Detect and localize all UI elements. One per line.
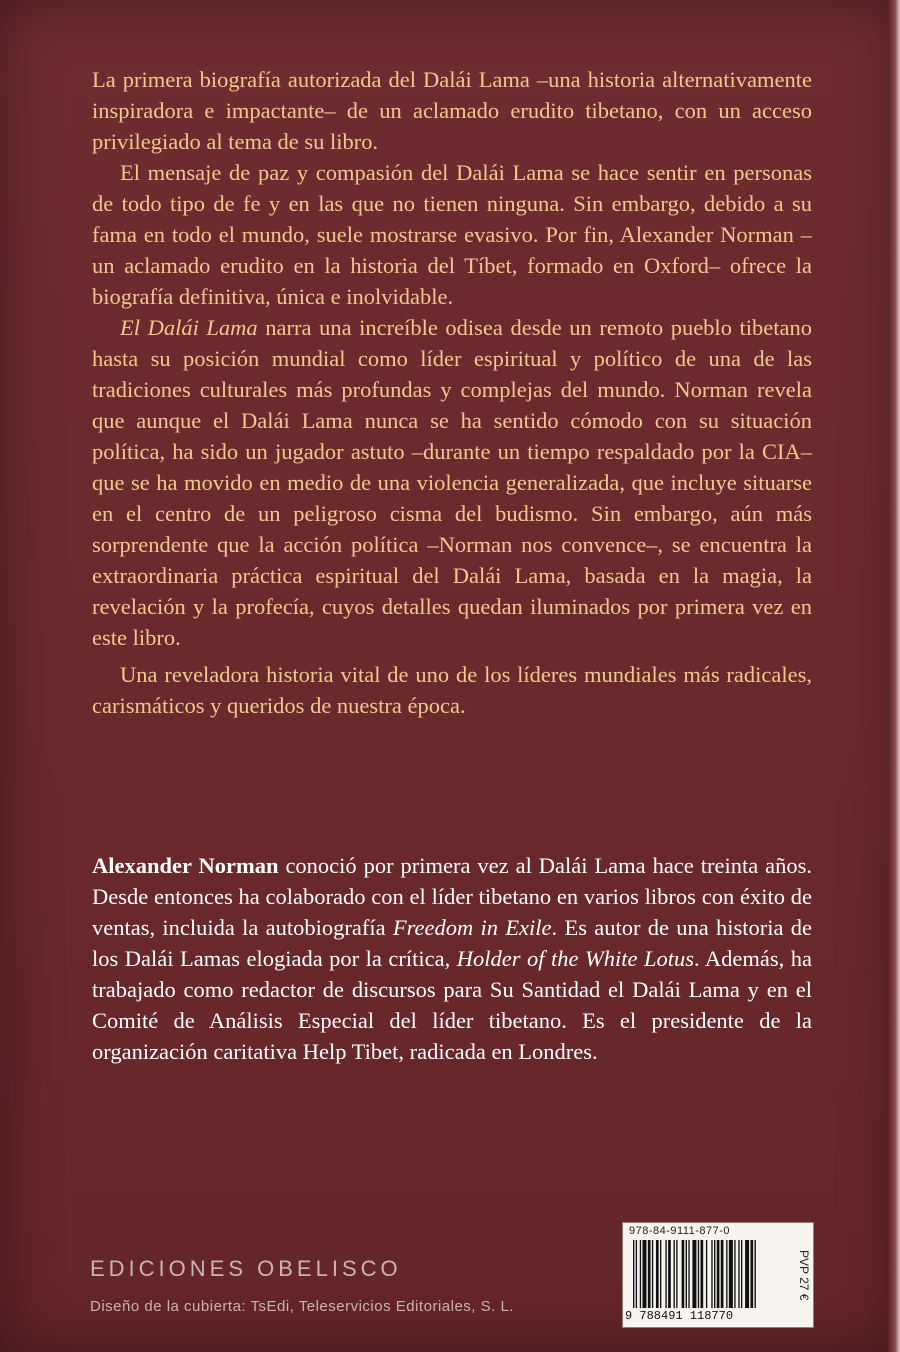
barcode-bar (656, 1240, 659, 1308)
barcode-bar (633, 1240, 634, 1308)
author-name: Alexander Norman (92, 853, 279, 878)
synopsis (92, 64, 812, 721)
barcode-bars (633, 1240, 789, 1308)
barcode-bar (745, 1240, 749, 1308)
barcode-bar (701, 1240, 704, 1308)
barcode-bar (706, 1240, 707, 1308)
barcode-bar (714, 1240, 715, 1308)
barcode-bar (674, 1240, 675, 1308)
book-freedom-in-exile: Freedom in Exile (392, 915, 552, 940)
barcode-digits: 9 788491 118770 (625, 1309, 734, 1323)
cover-design-credits: Diseño de la cubierta: TsEdi, Teleservicios Editoriales, S. L. (90, 1298, 514, 1315)
barcode-bar (686, 1240, 687, 1308)
barcode-bar (698, 1240, 699, 1308)
price-label: PVP 27 € (797, 1249, 811, 1301)
barcode-bar (676, 1240, 677, 1308)
barcode-bar (692, 1240, 696, 1308)
barcode-bar (648, 1240, 651, 1308)
barcode-bar (741, 1240, 742, 1308)
barcode-bar (729, 1240, 733, 1308)
barcode-bar (636, 1240, 637, 1308)
synopsis-paragraph-3 (92, 312, 812, 653)
synopsis-paragraph-4: Una reveladora historia vital de uno de los líderes mundiales más radicales, carismáticos y queridos de nuestra época. (92, 662, 812, 718)
book-holder-of-the-white-lotus: Holder of the White Lotus (456, 946, 695, 971)
isbn-text: 978-84-9111-877-0 (629, 1225, 731, 1237)
author-bio-paragraph (92, 850, 812, 1067)
barcode-bar (688, 1240, 689, 1308)
barcode-bar (711, 1240, 712, 1308)
barcode-bar (726, 1240, 727, 1308)
barcode-bar (640, 1240, 641, 1308)
book-title-italic: El Dalái Lama (120, 315, 258, 340)
author-bio (92, 850, 812, 1067)
barcode-bar (734, 1240, 735, 1308)
synopsis-paragraph-3-text: narra una increíble odisea desde un remoto pueblo tibetano hasta su posición mundial como líder espiritual y político de una de las tradiciones culturales más profundas y complejas del mundo. Norman revela que aunque el Dalái Lama nunca se ha sentido cómodo con su situación política, ha sido un jugador astuto –durante un tiempo respaldado por la CIA– que se ha movido en medio de una violencia generalizada, que incluye situarse en el centro de un peligroso cisma del budismo. Sin embargo, aún más sorprendente que la acción política –Norman nos convence–, se encuentra la extraordinaria práctica espiritual del Dalái Lama, basada en la magia, la revelación y la profecía, cuyos detalles quedan iluminados por primera vez en este libro. (92, 315, 812, 650)
barcode-bar (750, 1240, 753, 1308)
barcode-label (622, 1222, 814, 1328)
publisher-name: EDICIONES OBELISCO (90, 1256, 402, 1281)
barcode-bar (665, 1240, 666, 1308)
barcode-bar (660, 1240, 661, 1308)
barcode-bar (668, 1240, 671, 1308)
synopsis-paragraph-2: El mensaje de paz y compasión del Dalái Lama se hace sentir en personas de todo tipo de fe y en las que no tienen ninguna. Sin embargo, debido a su fama en todo el mundo, suele mostrarse evasivo. Por fin, Alexander Norman –un aclamado erudito en la historia del Tíbet, formado en Oxford– ofrece la biografía definitiva, única e inolvidable. (92, 160, 812, 309)
barcode-bar (721, 1240, 724, 1308)
synopsis-paragraph-1: La primera biografía autorizada del Dalái Lama –una historia alternativamente inspiradora e impactante– de un aclamado erudito tibetano, con un acceso privilegiado al tema de su libro. (92, 67, 812, 154)
author-bio-text-2: . Es autor de una historia de los Dalái Lamas elogiada por la crítica, (92, 915, 812, 971)
page-edge (888, 0, 900, 1352)
barcode-bar (738, 1240, 739, 1308)
barcode-bar (717, 1240, 720, 1308)
barcode-bar (652, 1240, 653, 1308)
barcode-bar (642, 1240, 646, 1308)
author-bio-text-3: . Además, ha trabajado como redactor de discursos para Su Santidad el Dalái Lama y en el Comité de Análisis Especial del líder tibetano. Es el presidente de la organización caritativa Help Tibet, radicada en Londres. (92, 946, 812, 1064)
author-bio-text-1: conoció por primera vez al Dalái Lama hace treinta años. Desde entonces ha colaborado con el líder tibetano en varios libros con éxito de ventas, incluida la autobiografía (92, 853, 812, 940)
barcode-bar (755, 1240, 756, 1308)
barcode-bar (682, 1240, 685, 1308)
